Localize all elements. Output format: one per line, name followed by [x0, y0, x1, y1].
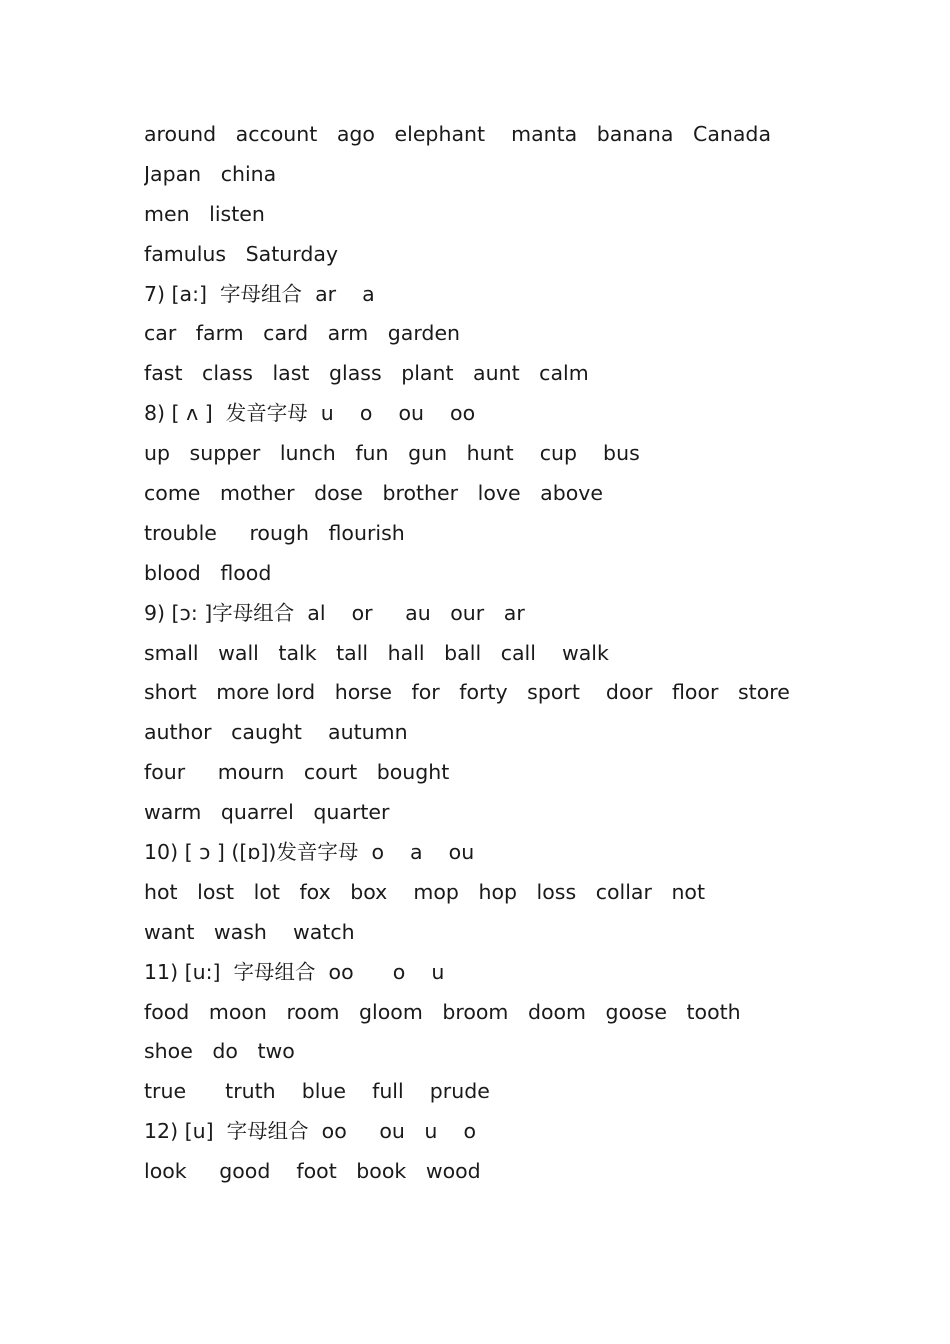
text-line: look good foot book wood [144, 1159, 481, 1184]
section-heading-11: 11) [u:] 字母组合 oo o u [144, 959, 445, 984]
text-line: come mother dose brother love above [144, 481, 604, 506]
text-line: trouble rough flourish [144, 520, 405, 545]
section-heading-12: 12) [u] 字母组合 oo ou u o [144, 1119, 477, 1144]
text-line: warm quarrel quarter [144, 800, 390, 825]
text-line: men listen [144, 201, 265, 226]
text-line: blood flood [144, 560, 272, 585]
text-line: fast class last glass plant aunt calm [144, 361, 589, 386]
section-heading-10: 10) [ ɔ ] ([ɒ])发音字母 o a ou [144, 840, 475, 865]
text-line: around account ago elephant manta banana Canada [144, 122, 772, 146]
section-heading-7: 7) [a:] 字母组合 ar a [144, 281, 375, 306]
text-line: want wash watch [144, 919, 355, 944]
text-line: small wall talk tall hall ball call walk [144, 640, 609, 665]
text-line: short more lord horse for forty sport door floor store [144, 680, 790, 705]
text-line: four mourn court bought [144, 760, 450, 785]
section-heading-9: 9) [ɔ: ]字母组合 al or au our ar [144, 600, 525, 625]
text-line: up supper lunch fun gun hunt cup bus [144, 441, 640, 466]
text-line: shoe do two [144, 1039, 295, 1064]
section-heading-8: 8) [ ʌ ] 发音字母 u o ou oo [144, 401, 476, 426]
text-line: Japan china [144, 161, 277, 186]
text-line: car farm card arm garden [144, 321, 461, 346]
text-line: hot lost lot fox box mop hop loss collar not [144, 879, 706, 904]
text-line: famulus Saturday [144, 241, 339, 266]
document-body [144, 115, 904, 1192]
text-line: author caught autumn [144, 720, 408, 745]
text-line: true truth blue full prude [144, 1079, 490, 1104]
text-line: food moon room gloom broom doom goose tooth [144, 999, 741, 1024]
